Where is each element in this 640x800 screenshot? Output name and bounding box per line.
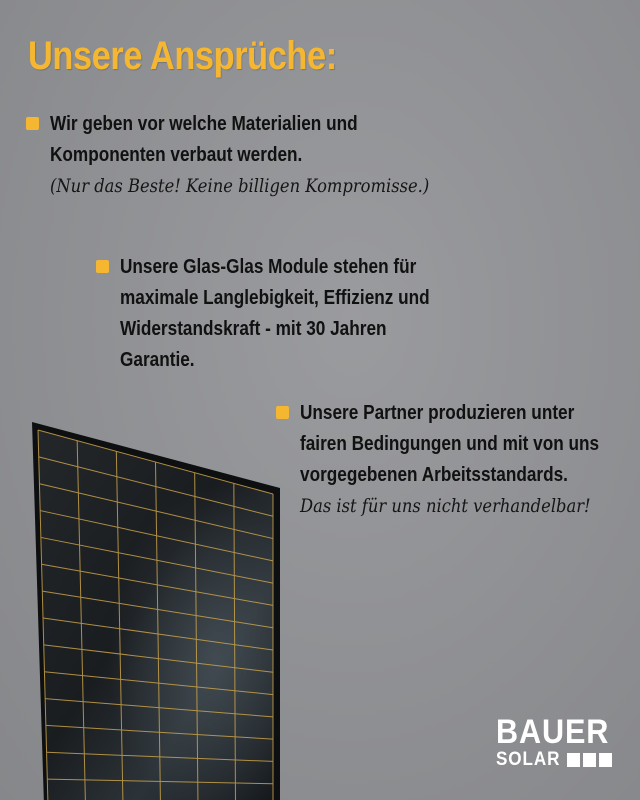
bullet-square-icon: [26, 117, 39, 130]
bullet-text: [300, 398, 599, 522]
bullet-text: [120, 252, 430, 376]
bullet-square-icon: [96, 260, 109, 273]
bullet-line: Widerstandskraft - mit 30 Jahren: [120, 318, 387, 340]
logo-blocks-icon: [567, 753, 612, 767]
bullet-note: (Nur das Beste! Keine billigen Kompromisse.): [50, 175, 430, 197]
solar-panel-image: [30, 416, 290, 800]
logo-bauer: BAUER: [496, 713, 610, 751]
bullet-line: Wir geben vor welche Materialien und: [50, 113, 358, 135]
logo-solar: SOLAR: [496, 749, 561, 770]
bullet-line: fairen Bedingungen und mit von uns: [300, 433, 600, 455]
bullet-line: maximale Langlebigkeit, Effizienz und: [120, 287, 430, 309]
bullet-line: Unsere Partner produzieren unter: [300, 402, 575, 424]
page-title: Unsere Ansprüche:: [28, 34, 337, 78]
bullet-text: [50, 109, 429, 202]
bullet-line: Unsere Glas-Glas Module stehen für: [120, 256, 417, 278]
bullet-line: Garantie.: [120, 349, 195, 371]
bullet-note: Das ist für uns nicht verhandelbar!: [300, 495, 591, 517]
bullet-line: Komponenten verbaut werden.: [50, 144, 303, 166]
bauer-solar-logo: [496, 715, 614, 770]
bullet-line: vorgegebenen Arbeitsstandards.: [300, 464, 568, 486]
